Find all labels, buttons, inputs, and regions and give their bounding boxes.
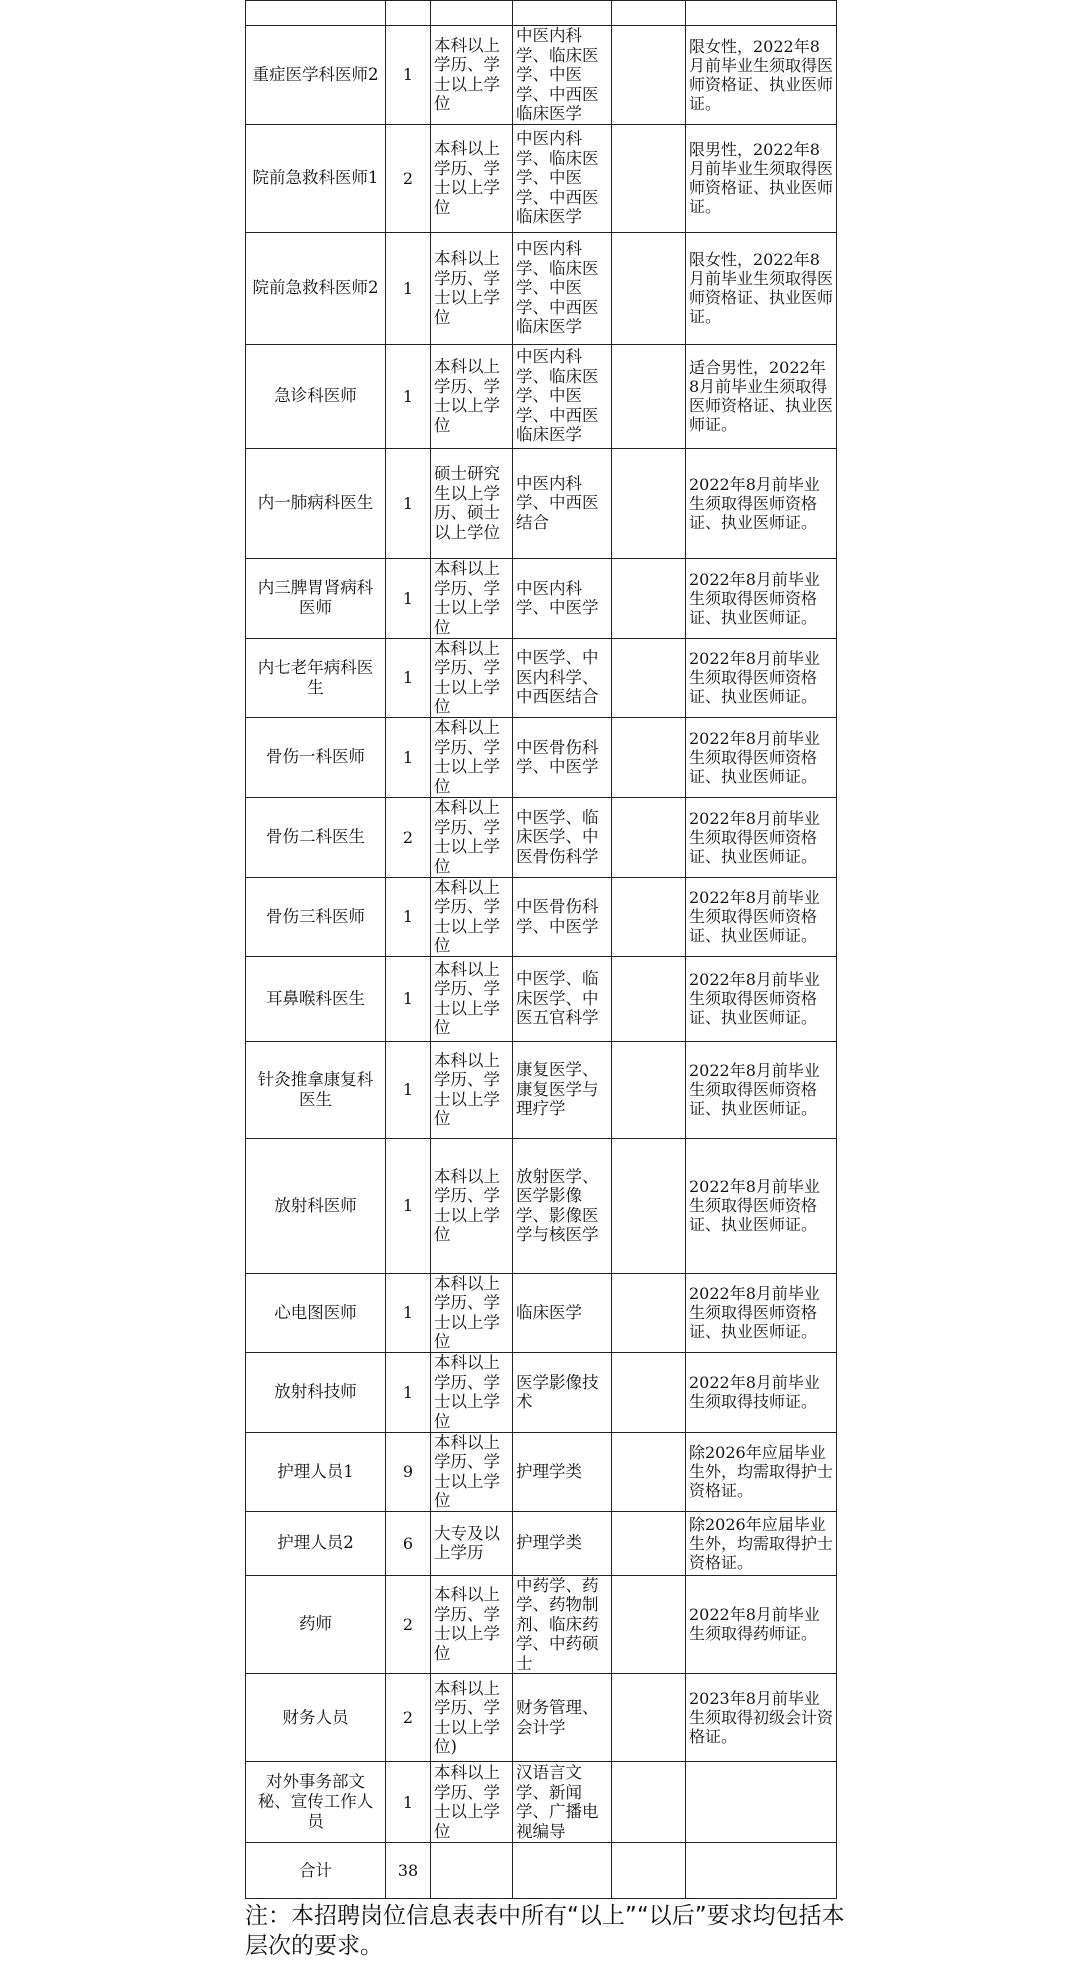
education-cell xyxy=(431,1843,513,1899)
education-cell: 本科以上学历、学士以上学位) xyxy=(431,1674,513,1762)
education-cell: 本科以上学历、学士以上学位 xyxy=(431,344,513,448)
major-cell: 中医内科学、中西医结合 xyxy=(513,448,612,558)
position-cell: 重症医学科医师2 xyxy=(246,26,386,125)
headcount-cell: 1 xyxy=(386,232,431,344)
major-cell: 临床医学 xyxy=(513,1273,612,1352)
headcount-cell: 2 xyxy=(386,1674,431,1762)
table-row xyxy=(246,232,837,344)
blank-cell xyxy=(612,1843,686,1899)
blank-cell xyxy=(612,1511,686,1575)
blank-cell xyxy=(612,558,686,638)
table-row xyxy=(246,797,837,877)
table-row xyxy=(246,1352,837,1432)
major-cell: 中医内科学、临床医学、中医学、中西医临床医学 xyxy=(513,232,612,344)
headcount-cell: 1 xyxy=(386,1041,431,1138)
major-cell: 中医骨伤科学、中医学 xyxy=(513,717,612,797)
education-cell: 本科以上学历、学士以上学位 xyxy=(431,797,513,877)
major-cell: 中药学、药学、药物制剂、临床药学、中药硕士 xyxy=(513,1575,612,1674)
education-cell: 本科以上学历、学士以上学位 xyxy=(431,877,513,956)
headcount-cell: 1 xyxy=(386,717,431,797)
major-cell: 中医内科学、中医学 xyxy=(513,558,612,638)
position-cell: 药师 xyxy=(246,1575,386,1674)
headcount-cell: 1 xyxy=(386,558,431,638)
education-cell: 本科以上学历、学士以上学位 xyxy=(431,232,513,344)
requirement-cell: 2022年8月前毕业生须取得医师资格证、执业医师证。 xyxy=(686,448,837,558)
table-row xyxy=(246,26,837,125)
requirement-cell: 2022年8月前毕业生须取得医师资格证、执业医师证。 xyxy=(686,956,837,1041)
headcount-cell: 1 xyxy=(386,1352,431,1432)
table-row xyxy=(246,1432,837,1511)
requirement-cell: 2022年8月前毕业生须取得药师证。 xyxy=(686,1575,837,1674)
blank-cell xyxy=(612,797,686,877)
blank-cell xyxy=(612,1041,686,1138)
table-row xyxy=(246,1138,837,1273)
education-cell: 本科以上学历、学士以上学位 xyxy=(431,124,513,232)
education-cell: 大专及以上学历 xyxy=(431,1511,513,1575)
major-cell xyxy=(513,1843,612,1899)
headcount-cell: 1 xyxy=(386,26,431,125)
requirement-cell: 除2026年应届毕业生外，均需取得护士资格证。 xyxy=(686,1511,837,1575)
education-cell: 本科以上学历、学士以上学位 xyxy=(431,1138,513,1273)
blank-cell xyxy=(612,1575,686,1674)
requirement-cell: 限男性，2022年8月前毕业生须取得医师资格证、执业医师证。 xyxy=(686,124,837,232)
education-cell: 本科以上学历、学士以上学位 xyxy=(431,1762,513,1843)
blank-cell xyxy=(612,124,686,232)
major-cell: 医学影像技术 xyxy=(513,1352,612,1432)
position-cell xyxy=(246,1,386,26)
blank-cell xyxy=(612,1352,686,1432)
headcount-cell: 2 xyxy=(386,124,431,232)
position-cell: 耳鼻喉科医生 xyxy=(246,956,386,1041)
position-cell: 院前急救科医师1 xyxy=(246,124,386,232)
education-cell: 本科以上学历、学士以上学位 xyxy=(431,638,513,717)
requirement-cell: 2022年8月前毕业生须取得医师资格证、执业医师证。 xyxy=(686,1041,837,1138)
table-row xyxy=(246,1041,837,1138)
education-cell: 本科以上学历、学士以上学位 xyxy=(431,1273,513,1352)
table-row xyxy=(246,1762,837,1843)
blank-cell xyxy=(612,1138,686,1273)
major-cell: 康复医学、康复医学与理疗学 xyxy=(513,1041,612,1138)
blank-cell xyxy=(612,1762,686,1843)
requirement-cell: 2023年8月前毕业生须取得初级会计资格证。 xyxy=(686,1674,837,1762)
table-row xyxy=(246,448,837,558)
headcount-cell: 9 xyxy=(386,1432,431,1511)
table-row xyxy=(246,638,837,717)
headcount-cell: 1 xyxy=(386,956,431,1041)
position-cell: 护理人员1 xyxy=(246,1432,386,1511)
position-cell: 内七老年病科医生 xyxy=(246,638,386,717)
requirement-cell xyxy=(686,1762,837,1843)
position-cell: 骨伤三科医师 xyxy=(246,877,386,956)
requirement-cell: 2022年8月前毕业生须取得医师资格证、执业医师证。 xyxy=(686,638,837,717)
education-cell: 本科以上学历、学士以上学位 xyxy=(431,1352,513,1432)
table-row xyxy=(246,1273,837,1352)
blank-cell xyxy=(612,448,686,558)
table-row xyxy=(246,956,837,1041)
position-cell: 财务人员 xyxy=(246,1674,386,1762)
headcount-cell: 1 xyxy=(386,1138,431,1273)
table-row xyxy=(246,1575,837,1674)
position-cell: 心电图医师 xyxy=(246,1273,386,1352)
position-cell: 合计 xyxy=(246,1843,386,1899)
education-cell: 本科以上学历、学士以上学位 xyxy=(431,1432,513,1511)
major-cell: 放射医学、医学影像学、影像医学与核医学 xyxy=(513,1138,612,1273)
blank-cell xyxy=(612,717,686,797)
requirement-cell: 2022年8月前毕业生须取得医师资格证、执业医师证。 xyxy=(686,877,837,956)
requirement-cell xyxy=(686,1843,837,1899)
major-cell: 中医内科学、临床医学、中医学、中西医临床医学 xyxy=(513,26,612,125)
blank-cell xyxy=(612,232,686,344)
requirement-cell: 限女性，2022年8月前毕业生须取得医师资格证、执业医师证。 xyxy=(686,26,837,125)
headcount-cell: 38 xyxy=(386,1843,431,1899)
major-cell: 中医内科学、临床医学、中医学、中西医临床医学 xyxy=(513,124,612,232)
requirement-cell: 2022年8月前毕业生须取得医师资格证、执业医师证。 xyxy=(686,797,837,877)
position-cell: 骨伤一科医师 xyxy=(246,717,386,797)
headcount-cell: 6 xyxy=(386,1511,431,1575)
headcount-cell: 1 xyxy=(386,344,431,448)
major-cell: 护理学类 xyxy=(513,1432,612,1511)
major-cell: 中医内科学、临床医学、中医学、中西医临床医学 xyxy=(513,344,612,448)
requirement-cell: 适合男性，2022年8月前毕业生须取得医师资格证、执业医师证。 xyxy=(686,344,837,448)
major-cell: 中医学、中医内科学、中西医结合 xyxy=(513,638,612,717)
major-cell: 汉语言文学、新闻学、广播电视编导 xyxy=(513,1762,612,1843)
blank-cell xyxy=(612,956,686,1041)
blank-cell xyxy=(612,26,686,125)
table-row xyxy=(246,1511,837,1575)
table-row xyxy=(246,124,837,232)
education-cell: 本科以上学历、学士以上学位 xyxy=(431,1575,513,1674)
blank-cell xyxy=(612,1273,686,1352)
blank-cell xyxy=(612,877,686,956)
education-cell: 本科以上学历、学士以上学位 xyxy=(431,956,513,1041)
education-cell: 本科以上学历、学士以上学位 xyxy=(431,26,513,125)
table-row xyxy=(246,877,837,956)
total-row xyxy=(246,1843,837,1899)
footnote: 注：本招聘岗位信息表表中所有“以上”“以后”要求均包括本层次的要求。 xyxy=(245,1903,845,1959)
requirement-cell: 2022年8月前毕业生须取得医师资格证、执业医师证。 xyxy=(686,1138,837,1273)
major-cell: 护理学类 xyxy=(513,1511,612,1575)
headcount-cell: 1 xyxy=(386,877,431,956)
major-cell: 中医学、临床医学、中医骨伤科学 xyxy=(513,797,612,877)
major-cell: 财务管理、会计学 xyxy=(513,1674,612,1762)
major-cell: 中医学、临床医学、中医五官科学 xyxy=(513,956,612,1041)
position-cell: 骨伤二科医生 xyxy=(246,797,386,877)
headcount-cell: 1 xyxy=(386,1762,431,1843)
blank-cell xyxy=(612,344,686,448)
blank-cell xyxy=(612,1432,686,1511)
major-cell xyxy=(513,1,612,26)
education-cell xyxy=(431,1,513,26)
requirement-cell: 除2026年应届毕业生外，均需取得护士资格证。 xyxy=(686,1432,837,1511)
position-cell: 急诊科医师 xyxy=(246,344,386,448)
headcount-cell: 1 xyxy=(386,1273,431,1352)
education-cell: 本科以上学历、学士以上学位 xyxy=(431,558,513,638)
education-cell: 硕士研究生以上学历、硕士以上学位 xyxy=(431,448,513,558)
blank-cell xyxy=(612,638,686,717)
position-cell: 放射科医师 xyxy=(246,1138,386,1273)
requirement-cell: 2022年8月前毕业生须取得医师资格证、执业医师证。 xyxy=(686,558,837,638)
requirement-cell: 2022年8月前毕业生须取得医师资格证、执业医师证。 xyxy=(686,717,837,797)
table-row xyxy=(246,558,837,638)
education-cell: 本科以上学历、学士以上学位 xyxy=(431,717,513,797)
headcount-cell: 1 xyxy=(386,638,431,717)
headcount-cell: 1 xyxy=(386,448,431,558)
position-cell: 内一肺病科医生 xyxy=(246,448,386,558)
requirement-cell: 限女性，2022年8月前毕业生须取得医师资格证、执业医师证。 xyxy=(686,232,837,344)
table-row xyxy=(246,1674,837,1762)
requirement-cell: 2022年8月前毕业生须取得医师资格证、执业医师证。 xyxy=(686,1273,837,1352)
position-cell: 放射科技师 xyxy=(246,1352,386,1432)
major-cell: 中医骨伤科学、中医学 xyxy=(513,877,612,956)
table-row xyxy=(246,344,837,448)
position-cell: 护理人员2 xyxy=(246,1511,386,1575)
blank-cell xyxy=(612,1674,686,1762)
position-cell: 针灸推拿康复科医生 xyxy=(246,1041,386,1138)
requirement-cell: 2022年8月前毕业生须取得技师证。 xyxy=(686,1352,837,1432)
position-cell: 内三脾胃肾病科医师 xyxy=(246,558,386,638)
headcount-cell: 2 xyxy=(386,1575,431,1674)
headcount-cell xyxy=(386,1,431,26)
position-cell: 对外事务部文秘、宣传工作人员 xyxy=(246,1762,386,1843)
table-row xyxy=(246,717,837,797)
requirement-cell xyxy=(686,1,837,26)
education-cell: 本科以上学历、学士以上学位 xyxy=(431,1041,513,1138)
blank-cell xyxy=(612,1,686,26)
headcount-cell: 2 xyxy=(386,797,431,877)
table-row xyxy=(246,1,837,26)
recruitment-table xyxy=(245,0,837,1899)
position-cell: 院前急救科医师2 xyxy=(246,232,386,344)
